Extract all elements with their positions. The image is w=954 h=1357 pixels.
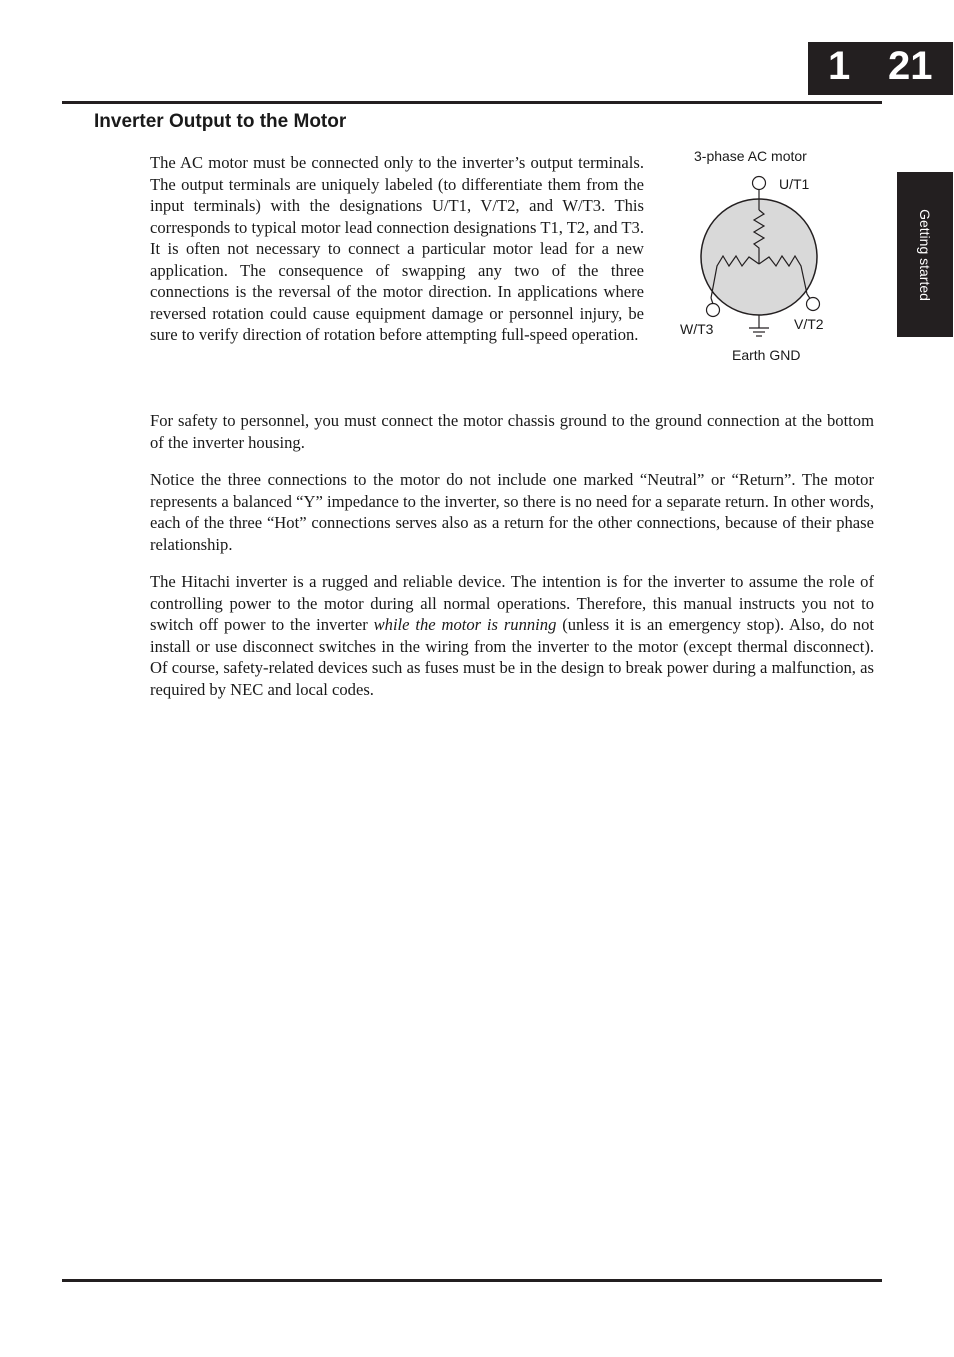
footer-rule — [62, 1279, 882, 1282]
body-paragraph-2: For safety to personnel, you must connect the motor chassis ground to the ground connection at the bottom of the inverter housing. — [150, 411, 874, 452]
body-paragraph-1: The AC motor must be connected only to the inverter’s output terminals. The output terminals are uniquely labeled (to differentiate them from the input terminals) with the designations U/T1, V/T2, and W/T3. This corresponds to typical motor lead connection designations T1, T2, and T3. It is often not necessary to connect a particular motor lead for a new application. The consequence of swapping any two of the three connections is the reversal of the motor direction. In applications where reversed rotation could cause equipment damage or personnel injury, be sure to verify direction of rotation before attempting full-speed operation. — [150, 153, 644, 344]
ground-label: Earth GND — [732, 347, 801, 363]
page-number: 21 — [888, 44, 933, 88]
terminal-w-label: W/T3 — [680, 321, 714, 337]
terminal-w — [707, 304, 720, 317]
terminal-v-label: V/T2 — [794, 316, 824, 332]
motor-symbol — [670, 140, 850, 370]
terminal-v — [807, 298, 820, 311]
paragraph-4-text-b: (unless it is an emergency stop). Also, do not install or use disconnect switches in the wiring from the inverter to the motor (except thermal disconnect). Of course, safety-related devices such as fuses must be in the design to break power during a malfunction, as required by NEC and local codes. — [150, 615, 874, 699]
chapter-side-tab — [897, 172, 953, 337]
chapter-number: 1 — [828, 44, 851, 88]
paragraph-4-emphasis: while the motor is running — [373, 615, 557, 634]
section-title: Inverter Output to the Motor — [94, 111, 347, 132]
page-number-tab — [808, 42, 953, 95]
paragraph-4-text-a: The Hitachi inverter is a rugged and reliable device. The intention is for the inverter to assume the role of controlling power to the motor during all normal operations. Therefore, this manual instructs you not to switch off power to the inverter — [150, 572, 874, 634]
figure-title: 3-phase AC motor — [694, 148, 807, 164]
side-tab-label: Getting started — [917, 208, 933, 301]
body-paragraph-4 — [150, 571, 874, 700]
terminal-u-label: U/T1 — [779, 176, 810, 192]
header-rule — [62, 101, 882, 104]
body-paragraph-3: Notice the three connections to the motor do not include one marked “Neutral” or “Return”. The motor represents a balanced “Y” impedance to the inverter, so there is no need for a separate return. In other words, each of the three “Hot” connections serves also as a return for the other connections, because of their phase relationship. — [150, 470, 874, 554]
motor-wiring-diagram — [670, 140, 850, 370]
terminal-u — [753, 177, 766, 190]
